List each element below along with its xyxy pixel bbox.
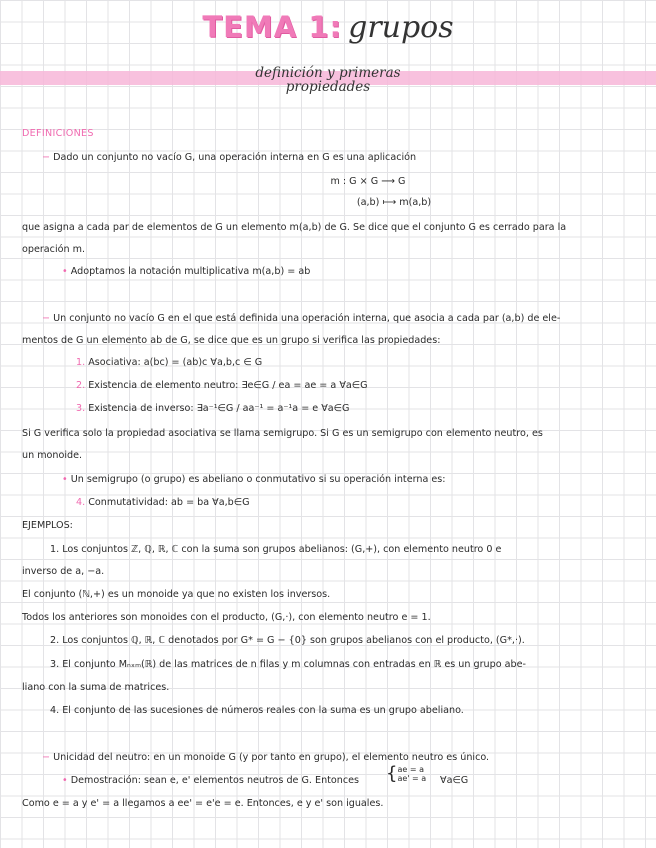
uniqueness-line	[42, 752, 489, 764]
property-4	[76, 497, 250, 509]
property-number: 3.	[76, 403, 86, 414]
subtitle-line2: propiedades	[285, 79, 371, 95]
dash-marker: −	[42, 152, 51, 163]
demo-forall: ∀a∈G	[440, 775, 469, 786]
semigroup-line1: Si G verifica solo la propiedad asociativa se llama semigrupo. Si G es un semigrupo con elemento neutro, es	[22, 428, 543, 439]
property-1	[76, 357, 262, 369]
example-1c: El conjunto (ℕ,+) es un monoide ya que no existen los inversos.	[22, 589, 331, 600]
brace-icon: {	[386, 763, 398, 784]
dash-marker: −	[42, 313, 51, 324]
page-title	[0, 10, 656, 45]
formula-line1: m : G × G ⟶ G	[330, 176, 406, 187]
property-text: Asociativa: a(bc) = (ab)c ∀a,b,c ∈ G	[88, 357, 263, 368]
group-def-line1	[42, 313, 560, 325]
group-def-line2: mentos de G un elemento ab de G, se dice que es un grupo si verifica las propiedades:	[22, 335, 441, 346]
demo-text: Demostración: sean e, e' elementos neutros de G. Entonces	[70, 775, 360, 786]
formula-line2: (a,b) ⟼ m(a,b)	[356, 197, 432, 208]
group-def-text1: Un conjunto no vacío G en el que está definida una operación interna, que asocia a cada par (a,b) de ele-	[53, 313, 561, 324]
definition-text1: que asigna a cada par de elementos de G un elemento m(a,b) de G. Se dice que el conjunto G es cerrado para la	[22, 222, 567, 233]
example-1d: Todos los anteriores son monoides con el producto, (G,·), con elemento neutro e = 1.	[22, 612, 431, 623]
definition-intro-text: Dado un conjunto no vacío G, una operación interna en G es una aplicación	[53, 152, 417, 163]
examples-heading: EJEMPLOS:	[22, 520, 73, 531]
property-number: 1.	[76, 357, 86, 368]
subtitle-line1: definición y primeras	[255, 65, 401, 81]
property-number: 2.	[76, 380, 86, 391]
abelian-line	[62, 474, 446, 486]
uniqueness-text: Unicidad del neutro: en un monoide G (y por tanto en grupo), el elemento neutro es único.	[53, 752, 490, 763]
demo-system-top: ae = a	[397, 765, 424, 774]
definition-text2: operación m.	[22, 244, 86, 255]
property-number: 4.	[76, 497, 86, 508]
conclusion-line: Como e = a y e' = a llegamos a ee' = e'e = e. Entonces, e y e' son iguales.	[22, 798, 384, 809]
property-text: Existencia de inverso: ∃a⁻¹∈G / aa⁻¹ = a⁻¹a = e ∀a∈G	[88, 403, 350, 414]
example-3a: 3. El conjunto Mₙₓₘ(ℝ) de las matrices de n filas y m columnas con entradas en ℝ es un grupo abe-	[50, 659, 526, 670]
notation-line	[62, 266, 310, 278]
property-text: Conmutatividad: ab = ba ∀a,b∈G	[88, 497, 250, 508]
example-1a: 1. Los conjuntos ℤ, ℚ, ℝ, ℂ con la suma son grupos abelianos: (G,+), con elemento neutro 0 e	[50, 544, 502, 555]
section-heading-definiciones: DEFINICIONES	[22, 128, 94, 139]
demo-system	[386, 765, 426, 783]
property-2	[76, 380, 368, 392]
property-text: Existencia de elemento neutro: ∃e∈G / ea = ae = a ∀a∈G	[88, 380, 368, 391]
example-2: 2. Los conjuntos ℚ, ℝ, ℂ denotados por G* = G − {0} son grupos abelianos con el producto, (G*,·).	[50, 635, 525, 646]
bullet-marker: •	[62, 266, 68, 277]
definition-intro	[42, 152, 416, 164]
abelian-text: Un semigrupo (o grupo) es abeliano o conmutativo si su operación interna es:	[70, 474, 446, 485]
demo-line	[62, 775, 359, 787]
example-4: 4. El conjunto de las sucesiones de números reales con la suma es un grupo abeliano.	[50, 705, 464, 716]
bullet-marker: •	[62, 474, 68, 485]
title-main: TEMA 1:	[202, 10, 343, 44]
example-1b: inverso de a, −a.	[22, 566, 105, 577]
dash-marker: −	[42, 752, 51, 763]
title-script: grupos	[348, 10, 454, 45]
example-3b: liano con la suma de matrices.	[22, 682, 170, 693]
notation-text: Adoptamos la notación multiplicativa m(a,b) = ab	[70, 266, 311, 277]
semigroup-line2: un monoide.	[22, 450, 83, 461]
property-3	[76, 403, 349, 415]
bullet-marker: •	[62, 775, 68, 786]
demo-system-bottom: ae' = a	[397, 774, 427, 783]
